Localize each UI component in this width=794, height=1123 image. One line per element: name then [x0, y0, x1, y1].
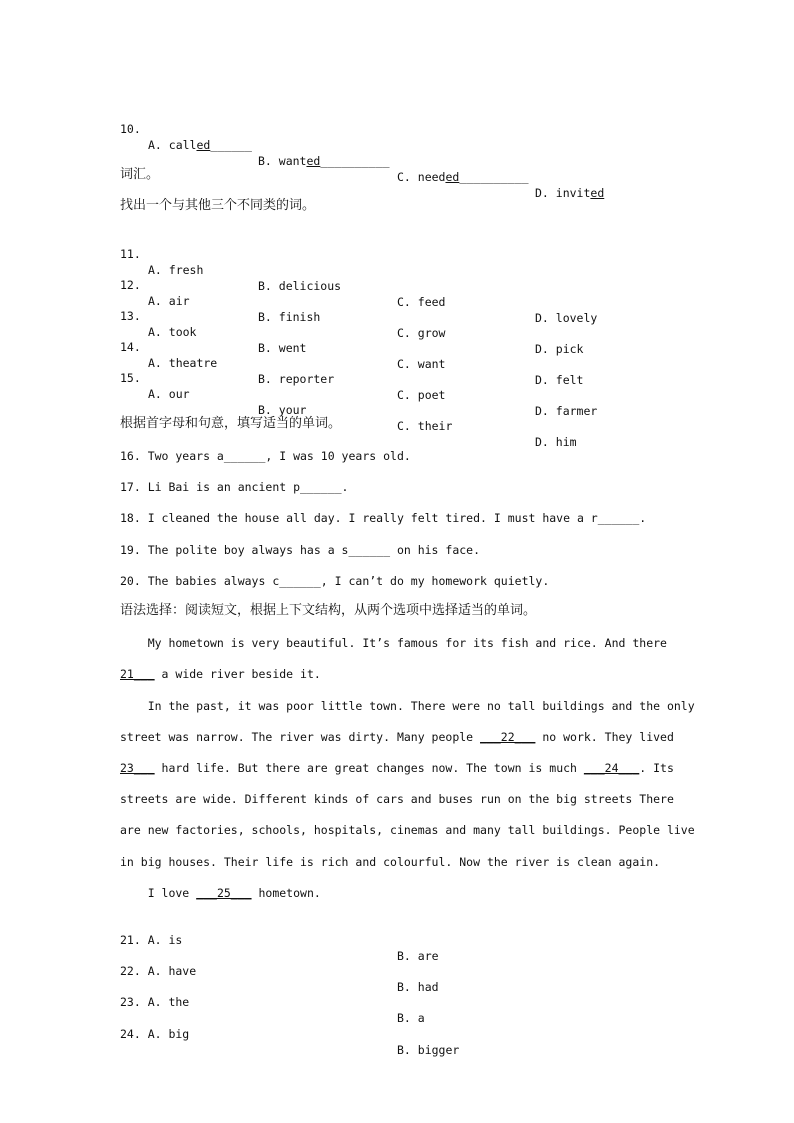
- option-d: D. farmer: [535, 404, 598, 418]
- question-15: 15. A. our B. your C. their D. him: [120, 371, 577, 449]
- question-11: 11. A. fresh B. delicious C. feed D. lovely: [120, 247, 598, 325]
- option-a: 23. A. the: [120, 995, 190, 1009]
- passage-line: 23___ hard life. But there are great changes now. The town is much ___24___. Its: [120, 761, 674, 775]
- answer-blank: __________: [320, 154, 390, 168]
- option-d: D. pick: [535, 342, 584, 356]
- passage-line: My hometown is very beautiful. It’s famous for its fish and rice. And there: [120, 636, 667, 650]
- option-a: A. fresh: [148, 263, 204, 277]
- answer-blank: __________: [459, 170, 529, 184]
- option-a: A. theatre: [148, 356, 218, 370]
- option-b: B. reporter: [258, 372, 335, 386]
- option-a: A. our: [148, 387, 190, 401]
- blank-25: ___25___: [196, 886, 252, 900]
- passage-line: 21___ a wide river beside it.: [120, 667, 321, 681]
- underlined-suffix: ed: [196, 138, 211, 152]
- option-b: B. had: [397, 980, 439, 994]
- option-a: A. called______: [148, 138, 252, 152]
- option-c: C. poet: [397, 388, 446, 402]
- option-a: 21. A. is: [120, 933, 183, 947]
- section-title-vocab: 词汇。: [120, 167, 160, 182]
- passage-line: streets are wide. Different kinds of cars and buses run on the big streets There: [120, 792, 674, 806]
- question-13: 13. A. took B. went C. want D. felt: [120, 309, 584, 387]
- option-b: B. bigger: [397, 1043, 460, 1057]
- underlined-suffix: ed: [590, 186, 605, 200]
- question-16: 16. Two years a______, I was 10 years old.: [120, 449, 411, 463]
- blank-22: ___22___: [480, 730, 536, 744]
- passage-line: are new factories, schools, hospitals, cinemas and many tall buildings. People live: [120, 823, 695, 837]
- underlined-suffix: ed: [445, 170, 460, 184]
- section-instruction-vocab: 找出一个与其他三个不同类的词。: [120, 198, 316, 213]
- option-a: A. air: [148, 294, 190, 308]
- passage-line: street was narrow. The river was dirty. Many people ___22___ no work. They lived: [120, 730, 674, 744]
- underlined-suffix: ed: [306, 154, 321, 168]
- option-d: D. lovely: [535, 311, 598, 325]
- option-c: C. feed: [397, 295, 446, 309]
- option-b: B. finish: [258, 310, 321, 324]
- blank-24: ___24___: [583, 761, 640, 775]
- option-a: A. took: [148, 325, 197, 339]
- blank-21: 21___: [120, 667, 155, 681]
- option-b: B. went: [258, 341, 307, 355]
- question-12: 12. A. air B. finish C. grow D. pick: [120, 278, 584, 356]
- question-14: 14. A. theatre B. reporter C. poet D. farmer: [120, 340, 598, 418]
- option-c: C. needed__________: [397, 170, 529, 184]
- question-20: 20. The babies always c______, I can’t do my homework quietly.: [120, 574, 550, 588]
- option-d: D. him: [535, 435, 577, 449]
- blank-23: 23___: [120, 761, 155, 775]
- answer-blank: ______: [210, 138, 252, 152]
- option-c: C. their: [397, 419, 453, 433]
- section-instruction-grammar: 语法选择：阅读短文，根据上下文结构，从两个选项中选择适当的单词。: [120, 603, 537, 618]
- option-a: 22. A. have: [120, 964, 197, 978]
- option-d: D. felt: [535, 373, 584, 387]
- question-18: 18. I cleaned the house all day. I really felt tired. I must have a r______.: [120, 511, 647, 525]
- option-b: B. your: [258, 403, 307, 417]
- option-c: C. want: [397, 357, 446, 371]
- passage-line: in big houses. Their life is rich and colourful. Now the river is clean again.: [120, 855, 661, 869]
- option-b: B. a: [397, 1011, 425, 1025]
- option-d: D. invited: [535, 186, 605, 200]
- passage-line: In the past, it was poor little town. There were no tall buildings and the only: [120, 699, 695, 713]
- question-19: 19. The polite boy always has a s______ on his face.: [120, 543, 481, 557]
- option-b: B. wanted__________: [258, 154, 390, 168]
- option-a: 24. A. big: [120, 1027, 190, 1041]
- option-b: B. delicious: [258, 279, 342, 293]
- option-c: C. grow: [397, 326, 446, 340]
- passage-line: I love ___25___ hometown.: [120, 886, 321, 900]
- option-b: B. are: [397, 949, 439, 963]
- question-17: 17. Li Bai is an ancient p______.: [120, 480, 349, 494]
- section-instruction-fill: 根据首字母和句意，填写适当的单词。: [120, 416, 342, 431]
- question-number: 10.: [120, 122, 141, 136]
